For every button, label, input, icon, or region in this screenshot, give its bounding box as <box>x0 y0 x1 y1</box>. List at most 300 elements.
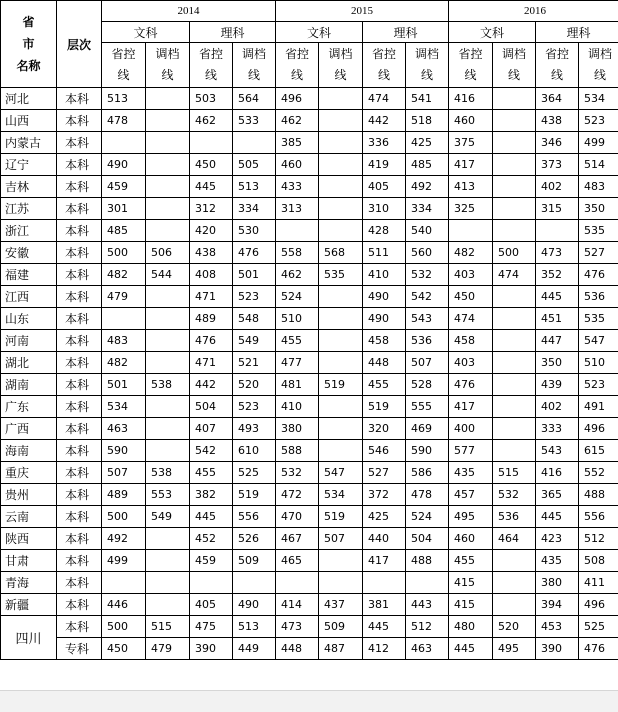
score-cell: 336 <box>363 132 406 154</box>
score-cell: 445 <box>449 638 493 660</box>
score-cell: 485 <box>406 154 449 176</box>
score-cell: 455 <box>276 330 319 352</box>
score-cell: 500 <box>102 616 146 638</box>
province-cell: 湖北 <box>1 352 57 374</box>
score-cell: 548 <box>233 308 276 330</box>
score-cell: 462 <box>190 110 233 132</box>
score-cell: 568 <box>319 242 363 264</box>
score-cell: 459 <box>102 176 146 198</box>
province-cell: 陕西 <box>1 528 57 550</box>
province-header-line: 省 <box>1 11 56 33</box>
score-cell: 527 <box>579 242 618 264</box>
score-cell: 402 <box>536 176 579 198</box>
score-cell: 540 <box>406 220 449 242</box>
score-cell: 476 <box>190 330 233 352</box>
score-cell <box>146 440 190 462</box>
score-cell <box>233 572 276 594</box>
table-row <box>1 638 618 660</box>
score-cell <box>493 352 536 374</box>
provincial-line-header <box>449 43 493 88</box>
score-cell: 452 <box>190 528 233 550</box>
level-cell: 本科 <box>57 462 102 484</box>
provincial-line-header <box>276 43 319 88</box>
province-header <box>1 1 57 88</box>
score-cell: 460 <box>276 154 319 176</box>
score-cell: 558 <box>276 242 319 264</box>
score-cell: 473 <box>536 242 579 264</box>
score-cell: 442 <box>363 110 406 132</box>
score-cell: 493 <box>233 418 276 440</box>
level-cell: 本科 <box>57 572 102 594</box>
score-cell: 437 <box>319 594 363 616</box>
line-type-label: 省控 <box>276 44 318 65</box>
line-type-label: 线 <box>579 65 618 86</box>
score-cell: 467 <box>276 528 319 550</box>
score-cell: 507 <box>406 352 449 374</box>
score-cell <box>319 572 363 594</box>
score-cell: 459 <box>190 550 233 572</box>
score-cell <box>493 176 536 198</box>
score-cell: 394 <box>536 594 579 616</box>
score-cell <box>146 198 190 220</box>
score-cell: 542 <box>190 440 233 462</box>
score-cell: 490 <box>102 154 146 176</box>
score-cell: 425 <box>363 506 406 528</box>
score-cell: 483 <box>102 330 146 352</box>
table-row <box>1 242 618 264</box>
line-type-label: 线 <box>276 65 318 86</box>
score-cell: 615 <box>579 440 618 462</box>
score-cell: 438 <box>190 242 233 264</box>
score-cell: 415 <box>449 594 493 616</box>
score-cell: 535 <box>319 264 363 286</box>
score-cell: 513 <box>102 88 146 110</box>
table-row <box>1 528 618 550</box>
score-cell: 448 <box>276 638 319 660</box>
score-cell: 476 <box>233 242 276 264</box>
admission-line-header <box>406 43 449 88</box>
score-cell: 560 <box>406 242 449 264</box>
score-cell: 519 <box>319 506 363 528</box>
score-cell: 526 <box>233 528 276 550</box>
level-cell: 本科 <box>57 528 102 550</box>
score-cell: 412 <box>363 638 406 660</box>
table-row <box>1 572 618 594</box>
score-cell: 301 <box>102 198 146 220</box>
score-cell: 451 <box>536 308 579 330</box>
score-cell: 503 <box>190 88 233 110</box>
score-cell: 333 <box>536 418 579 440</box>
table-row <box>1 154 618 176</box>
score-cell: 536 <box>493 506 536 528</box>
score-cell: 514 <box>579 154 618 176</box>
level-cell: 本科 <box>57 132 102 154</box>
line-type-label: 线 <box>493 65 535 86</box>
score-cell: 346 <box>536 132 579 154</box>
year-header-2015: 2015 <box>276 1 449 22</box>
level-cell: 本科 <box>57 330 102 352</box>
score-cell: 491 <box>579 396 618 418</box>
score-cell: 450 <box>190 154 233 176</box>
score-cell: 476 <box>579 264 618 286</box>
province-cell: 青海 <box>1 572 57 594</box>
score-cell <box>449 220 493 242</box>
line-type-label: 线 <box>146 65 189 86</box>
score-cell: 365 <box>536 484 579 506</box>
province-cell: 广西 <box>1 418 57 440</box>
score-cell: 511 <box>363 242 406 264</box>
score-cell: 325 <box>449 198 493 220</box>
score-cell: 465 <box>276 550 319 572</box>
score-cell: 508 <box>579 550 618 572</box>
score-cell: 510 <box>579 352 618 374</box>
score-cell: 471 <box>190 286 233 308</box>
province-cell: 辽宁 <box>1 154 57 176</box>
level-cell: 本科 <box>57 110 102 132</box>
score-cell: 414 <box>276 594 319 616</box>
province-cell: 山西 <box>1 110 57 132</box>
table-row <box>1 220 618 242</box>
score-cell: 463 <box>102 418 146 440</box>
level-cell: 本科 <box>57 418 102 440</box>
score-cell: 610 <box>233 440 276 462</box>
score-cell: 453 <box>536 616 579 638</box>
score-cell: 523 <box>579 110 618 132</box>
table-row <box>1 198 618 220</box>
score-cell: 499 <box>579 132 618 154</box>
score-cell: 463 <box>406 638 449 660</box>
score-cell: 320 <box>363 418 406 440</box>
score-cell: 520 <box>493 616 536 638</box>
score-cell: 423 <box>536 528 579 550</box>
score-cell: 458 <box>363 330 406 352</box>
score-cell <box>319 396 363 418</box>
level-cell: 本科 <box>57 506 102 528</box>
admission-line-header <box>493 43 536 88</box>
table-row <box>1 594 618 616</box>
score-cell: 417 <box>363 550 406 572</box>
subject-header-science: 理科 <box>190 22 276 43</box>
score-cell <box>493 572 536 594</box>
level-cell: 专科 <box>57 638 102 660</box>
table-row <box>1 110 618 132</box>
score-cell: 515 <box>146 616 190 638</box>
score-cell: 507 <box>102 462 146 484</box>
score-cell <box>493 594 536 616</box>
score-cell: 464 <box>493 528 536 550</box>
score-cell <box>146 594 190 616</box>
score-cell: 527 <box>363 462 406 484</box>
score-cell <box>146 286 190 308</box>
level-header: 层次 <box>57 1 102 88</box>
level-cell: 本科 <box>57 550 102 572</box>
table-row <box>1 286 618 308</box>
score-cell: 352 <box>536 264 579 286</box>
header-row-years <box>1 1 618 22</box>
score-cell: 549 <box>146 506 190 528</box>
year-header-2014: 2014 <box>102 1 276 22</box>
table-row <box>1 616 618 638</box>
score-cell <box>493 396 536 418</box>
score-cell: 450 <box>102 638 146 660</box>
line-type-label: 调档 <box>406 44 448 65</box>
score-cell <box>493 330 536 352</box>
province-cell: 河南 <box>1 330 57 352</box>
score-cell: 556 <box>233 506 276 528</box>
province-cell: 重庆 <box>1 462 57 484</box>
score-cell: 455 <box>449 550 493 572</box>
score-cell: 479 <box>102 286 146 308</box>
score-cell: 408 <box>190 264 233 286</box>
score-cell: 425 <box>406 132 449 154</box>
score-cell: 315 <box>536 198 579 220</box>
score-cell: 530 <box>233 220 276 242</box>
score-cell: 462 <box>276 264 319 286</box>
score-cell: 478 <box>406 484 449 506</box>
score-cell: 455 <box>190 462 233 484</box>
score-cell <box>319 154 363 176</box>
score-cell: 485 <box>102 220 146 242</box>
score-cell <box>146 110 190 132</box>
province-cell: 广东 <box>1 396 57 418</box>
score-cell: 428 <box>363 220 406 242</box>
provincial-line-header <box>536 43 579 88</box>
score-cell: 480 <box>449 616 493 638</box>
provincial-line-header <box>190 43 233 88</box>
score-cell: 458 <box>449 330 493 352</box>
score-cell: 496 <box>276 88 319 110</box>
bottom-scrollbar-strip <box>0 690 618 712</box>
admission-line-header <box>579 43 618 88</box>
score-cell: 489 <box>102 484 146 506</box>
score-cell: 390 <box>536 638 579 660</box>
level-cell: 本科 <box>57 88 102 110</box>
table-row <box>1 374 618 396</box>
table-row <box>1 418 618 440</box>
score-cell <box>102 308 146 330</box>
score-cell: 445 <box>363 616 406 638</box>
level-cell: 本科 <box>57 198 102 220</box>
score-cell: 482 <box>449 242 493 264</box>
score-cell <box>493 220 536 242</box>
score-cell: 543 <box>536 440 579 462</box>
score-cell <box>493 418 536 440</box>
subject-header-science: 理科 <box>536 22 618 43</box>
score-cell: 519 <box>233 484 276 506</box>
score-cell: 518 <box>406 110 449 132</box>
score-cell: 479 <box>146 638 190 660</box>
score-cell <box>319 176 363 198</box>
score-cell: 536 <box>406 330 449 352</box>
score-cell <box>493 110 536 132</box>
score-cell: 460 <box>449 528 493 550</box>
score-cell: 505 <box>233 154 276 176</box>
score-cell <box>319 286 363 308</box>
score-cell: 380 <box>536 572 579 594</box>
score-cell: 482 <box>102 352 146 374</box>
level-cell: 本科 <box>57 176 102 198</box>
score-cell: 417 <box>449 154 493 176</box>
score-cell: 477 <box>276 352 319 374</box>
score-cell <box>146 330 190 352</box>
score-cell: 440 <box>363 528 406 550</box>
province-cell: 贵州 <box>1 484 57 506</box>
score-cell: 586 <box>406 462 449 484</box>
table-header <box>1 1 618 88</box>
table-row <box>1 330 618 352</box>
line-type-label: 线 <box>319 65 362 86</box>
table-row <box>1 88 618 110</box>
score-cell: 547 <box>579 330 618 352</box>
score-cell: 402 <box>536 396 579 418</box>
score-cell: 513 <box>233 616 276 638</box>
table-row <box>1 506 618 528</box>
score-cell <box>406 572 449 594</box>
score-cell: 534 <box>319 484 363 506</box>
score-cell <box>319 132 363 154</box>
province-cell: 江苏 <box>1 198 57 220</box>
score-cell: 490 <box>363 308 406 330</box>
score-cell <box>102 572 146 594</box>
level-cell: 本科 <box>57 352 102 374</box>
score-cell: 416 <box>536 462 579 484</box>
score-cell <box>493 440 536 462</box>
score-cell <box>319 550 363 572</box>
score-cell <box>146 572 190 594</box>
score-cell: 390 <box>190 638 233 660</box>
score-cell <box>319 220 363 242</box>
level-cell: 本科 <box>57 396 102 418</box>
score-cell: 407 <box>190 418 233 440</box>
score-cell <box>319 88 363 110</box>
score-cell: 519 <box>363 396 406 418</box>
score-cell: 476 <box>579 638 618 660</box>
score-cell: 535 <box>579 220 618 242</box>
score-cell: 310 <box>363 198 406 220</box>
score-cell: 588 <box>276 440 319 462</box>
score-cell <box>493 308 536 330</box>
line-type-label: 线 <box>536 65 578 86</box>
score-cell <box>102 132 146 154</box>
score-cell <box>146 396 190 418</box>
line-type-label: 调档 <box>579 44 618 65</box>
score-cell: 556 <box>579 506 618 528</box>
table-row <box>1 176 618 198</box>
score-cell: 403 <box>449 352 493 374</box>
score-cell: 488 <box>406 550 449 572</box>
score-cell: 509 <box>233 550 276 572</box>
score-cell <box>493 550 536 572</box>
level-cell: 本科 <box>57 374 102 396</box>
score-cell <box>146 528 190 550</box>
score-cell: 385 <box>276 132 319 154</box>
score-cell: 439 <box>536 374 579 396</box>
score-cell: 442 <box>190 374 233 396</box>
line-type-label: 线 <box>406 65 448 86</box>
score-cell: 538 <box>146 374 190 396</box>
level-cell: 本科 <box>57 594 102 616</box>
score-cell: 405 <box>363 176 406 198</box>
score-cell: 448 <box>363 352 406 374</box>
line-type-label: 线 <box>190 65 232 86</box>
admission-line-header <box>233 43 276 88</box>
subject-header-arts: 文科 <box>449 22 536 43</box>
score-cell: 500 <box>493 242 536 264</box>
province-cell: 湖南 <box>1 374 57 396</box>
score-cell: 535 <box>579 308 618 330</box>
level-cell: 本科 <box>57 154 102 176</box>
score-cell: 496 <box>579 594 618 616</box>
score-cell: 523 <box>579 374 618 396</box>
province-cell: 福建 <box>1 264 57 286</box>
score-cell: 350 <box>579 198 618 220</box>
score-cell: 590 <box>406 440 449 462</box>
score-cell: 499 <box>102 550 146 572</box>
score-cell: 492 <box>102 528 146 550</box>
score-cell: 501 <box>102 374 146 396</box>
score-cell: 504 <box>406 528 449 550</box>
score-cell: 590 <box>102 440 146 462</box>
line-type-label: 线 <box>102 65 145 86</box>
province-cell: 甘肃 <box>1 550 57 572</box>
score-cell: 533 <box>233 110 276 132</box>
table-row <box>1 462 618 484</box>
score-cell: 525 <box>579 616 618 638</box>
provincial-line-header <box>102 43 146 88</box>
score-cell: 515 <box>493 462 536 484</box>
score-cell <box>319 440 363 462</box>
score-cell: 510 <box>276 308 319 330</box>
province-cell: 山东 <box>1 308 57 330</box>
score-cell: 474 <box>363 88 406 110</box>
score-cell: 403 <box>449 264 493 286</box>
score-cell: 445 <box>190 506 233 528</box>
score-cell <box>363 572 406 594</box>
score-cell: 543 <box>406 308 449 330</box>
score-cell: 506 <box>146 242 190 264</box>
province-cell: 四川 <box>1 616 57 660</box>
admission-line-header <box>146 43 190 88</box>
score-cell <box>319 198 363 220</box>
score-cell: 532 <box>493 484 536 506</box>
score-cell: 542 <box>406 286 449 308</box>
level-cell: 本科 <box>57 264 102 286</box>
score-cell: 496 <box>579 418 618 440</box>
level-cell: 本科 <box>57 616 102 638</box>
score-cell <box>319 308 363 330</box>
score-cell: 534 <box>102 396 146 418</box>
score-cell: 490 <box>363 286 406 308</box>
score-cell: 547 <box>319 462 363 484</box>
score-cell: 470 <box>276 506 319 528</box>
score-cell: 443 <box>406 594 449 616</box>
score-cell <box>493 374 536 396</box>
score-cell: 410 <box>276 396 319 418</box>
score-cell: 471 <box>190 352 233 374</box>
score-cell: 435 <box>536 550 579 572</box>
score-cell: 538 <box>146 462 190 484</box>
table-row <box>1 396 618 418</box>
subject-header-arts: 文科 <box>276 22 363 43</box>
score-cell: 524 <box>406 506 449 528</box>
score-cell: 500 <box>102 506 146 528</box>
score-cell <box>319 418 363 440</box>
line-type-label: 省控 <box>363 44 405 65</box>
province-header-line: 市 <box>1 33 56 55</box>
province-cell: 新疆 <box>1 594 57 616</box>
score-cell: 416 <box>449 88 493 110</box>
score-cell: 373 <box>536 154 579 176</box>
